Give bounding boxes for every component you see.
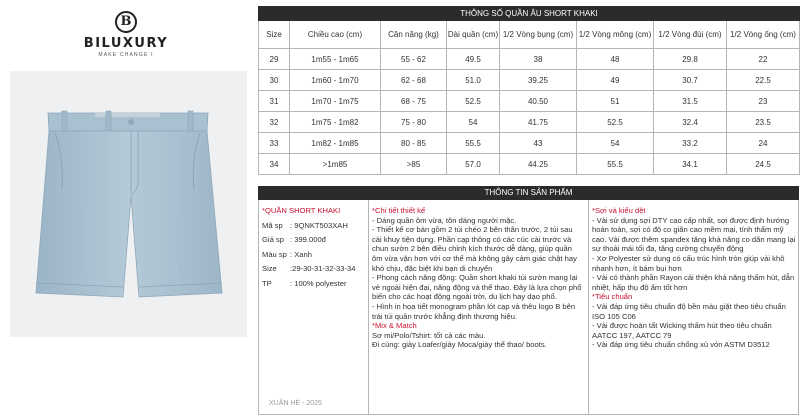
header-cell: Chiều cao (cm) xyxy=(290,21,381,49)
table-cell: 32.4 xyxy=(654,112,727,133)
product-info-title: THÔNG TIN SẢN PHẨM xyxy=(258,186,799,200)
mix-item: Đi cùng: giày Loafer/giày Moca/giày thể thao/ boots. xyxy=(372,340,547,350)
table-cell: 31.5 xyxy=(654,91,727,112)
table-row xyxy=(259,70,800,91)
table-cell: 51 xyxy=(577,91,654,112)
spec-row xyxy=(262,264,364,274)
table-cell: 34 xyxy=(259,154,290,175)
fabric-item: - Vải sử dụng sợi DTY cao cấp nhất, sợi được định hướng hoàn toàn, sợi có độ co giãn cao mềm mại, tính thẩm mỹ cao. Vải được thêm spandex tăng khả năng co dãn mang lại sự thoải mái tối đa, tăng cường chuyển động xyxy=(592,215,796,254)
spec-key: Size xyxy=(262,264,277,274)
size-table xyxy=(258,6,800,175)
table-cell: 1m70 - 1m75 xyxy=(290,91,381,112)
detail-item: - Hình in họa tiết monogram phần lót cạp và thêu logo B bên trái túi quần trước khẳng định thương hiệu. xyxy=(372,301,576,321)
table-cell: 52.5 xyxy=(577,112,654,133)
table-cell: 68 - 75 xyxy=(381,91,447,112)
details-title: *Chi tiết thiết kế xyxy=(372,206,426,215)
detail-item: - Thiết kế cơ bản gồm 2 túi chéo 2 bên thân trước, 2 túi sau cài khuy tiện dụng. Phần cạp thông có các cúc cài trước và chun sườn 2 bên điều chỉnh kích thước dễ dàng, giúp quần ôm vừa vặn hơn với cơ thể mà không gây cảm giác chật hay khó chịu, đặc biệt khi bạn di chuyển xyxy=(372,225,577,273)
table-cell: 22.5 xyxy=(727,70,800,91)
header-cell: 1/2 Vòng ống (cm) xyxy=(727,21,800,49)
spec-value: : 399.000đ xyxy=(290,235,326,245)
table-row xyxy=(259,112,800,133)
standard-item: - Vải được hoàn tất Wicking thấm hút theo tiêu chuẩn AATCC 197, AATCC 79 xyxy=(592,321,772,340)
table-cell: 43 xyxy=(500,133,577,154)
table-cell: 34.1 xyxy=(654,154,727,175)
table-cell: 29.8 xyxy=(654,49,727,70)
table-cell: 1m60 - 1m70 xyxy=(290,70,381,91)
brand-logo-mark: B xyxy=(115,11,137,33)
table-cell: 1m75 - 1m82 xyxy=(290,112,381,133)
season-label: XUÂN HÈ - 2025 xyxy=(269,400,322,408)
table-cell: 23.5 xyxy=(727,112,800,133)
table-cell: 49.5 xyxy=(447,49,500,70)
mix-title: *Mix & Match xyxy=(372,321,417,331)
table-cell: 80 - 85 xyxy=(381,133,447,154)
table-cell: 23 xyxy=(727,91,800,112)
table-cell: 75 - 80 xyxy=(381,112,447,133)
brand-slogan: MAKE CHANGE I xyxy=(98,52,154,58)
table-cell: 57.0 xyxy=(447,154,500,175)
table-cell: 51.0 xyxy=(447,70,500,91)
product-name: *QUẦN SHORT KHAKI xyxy=(262,206,341,215)
fabric-standards-column xyxy=(589,200,800,415)
fabric-item: - Xơ Polyester sử dụng có cấu trúc hình tròn giúp vải khô nhanh hơn, ít bám bụi hơn xyxy=(592,253,785,273)
table-cell: 22 xyxy=(727,49,800,70)
table-cell: 41.75 xyxy=(500,112,577,133)
table-cell: 1m55 - 1m65 xyxy=(290,49,381,70)
mix-item: Sơ mi/Polo/Tshirt: tốt cả các màu. xyxy=(372,330,486,340)
header-cell: 1/2 Vòng mông (cm) xyxy=(577,21,654,49)
spec-key: Màu sp xyxy=(262,249,287,259)
standards-title: *Tiêu chuẩn xyxy=(592,292,633,302)
table-cell: 55 - 62 xyxy=(381,49,447,70)
table-cell: 32 xyxy=(259,112,290,133)
table-cell: 40.50 xyxy=(500,91,577,112)
khaki-shorts-image xyxy=(10,71,247,337)
header-cell: Dài quần (cm) xyxy=(447,21,500,49)
spec-value: : 9QNKT503XAH xyxy=(290,220,348,230)
table-cell: >85 xyxy=(381,154,447,175)
table-cell: 55.5 xyxy=(577,154,654,175)
design-details-column xyxy=(369,200,589,415)
spec-value: : 100% polyester xyxy=(290,278,347,288)
size-table-header xyxy=(259,21,800,49)
spec-value: : Xanh xyxy=(290,249,312,259)
table-cell: 54 xyxy=(447,112,500,133)
table-cell: 30.7 xyxy=(654,70,727,91)
table-cell: 52.5 xyxy=(447,91,500,112)
header-cell: Cân nặng (kg) xyxy=(381,21,447,49)
spec-key: Mã sp xyxy=(262,220,283,230)
spec-value: :29-30-31-32-33-34 xyxy=(290,264,356,274)
table-cell: 29 xyxy=(259,49,290,70)
fabric-title: *Sợi và kiểu dệt xyxy=(592,206,646,215)
table-cell: 1m82 - 1m85 xyxy=(290,133,381,154)
detail-item: - Phong cách năng động: Quần short khaki túi sườn mang lại vẻ ngoài hiện đại, năng động và thể thao. Đây là lựa chọn phổ biến cho các hoạt động ngoài trời, du lịch hay dạo phố. xyxy=(372,273,582,302)
table-cell: 44.25 xyxy=(500,154,577,175)
table-cell: 55.5 xyxy=(447,133,500,154)
table-cell: 49 xyxy=(577,70,654,91)
table-row xyxy=(259,91,800,112)
spec-row xyxy=(262,235,364,245)
table-cell: 33 xyxy=(259,133,290,154)
standard-item: - Vải đáp ứng tiêu chuẩn độ bền màu giặt theo tiêu chuẩn ISO 105 C06 xyxy=(592,301,786,321)
product-specs-column xyxy=(259,200,369,415)
size-chart xyxy=(258,6,799,175)
spec-row xyxy=(262,250,364,260)
table-cell: 48 xyxy=(577,49,654,70)
header-cell: 1/2 Vòng bụng (cm) xyxy=(500,21,577,49)
spec-row xyxy=(262,221,364,231)
brand-name: BILUXURY xyxy=(83,36,169,51)
header-cell: 1/2 Vòng đùi (cm) xyxy=(654,21,727,49)
product-info-section xyxy=(258,186,799,415)
detail-item: - Dáng quần ôm vừa, tôn dáng người mặc. xyxy=(372,215,517,225)
table-cell: 38 xyxy=(500,49,577,70)
table-cell: 30 xyxy=(259,70,290,91)
table-cell: 31 xyxy=(259,91,290,112)
table-cell: 24.5 xyxy=(727,154,800,175)
table-row xyxy=(259,49,800,70)
spec-key: TP xyxy=(262,278,272,288)
spec-key: Giá sp xyxy=(262,235,284,245)
standard-item: - Vải đáp ứng tiêu chuẩn chống xù vón ASTM D3512 xyxy=(592,340,770,350)
size-table-title: THÔNG SỐ QUẦN ÂU SHORT KHAKI xyxy=(259,7,800,21)
product-photo xyxy=(10,71,247,337)
spec-row xyxy=(262,279,364,289)
table-row xyxy=(259,154,800,175)
table-cell: 39.25 xyxy=(500,70,577,91)
table-cell: 24 xyxy=(727,133,800,154)
table-cell: 33.2 xyxy=(654,133,727,154)
table-cell: >1m85 xyxy=(290,154,381,175)
table-row xyxy=(259,133,800,154)
header-cell: Size xyxy=(259,21,290,49)
brand-logo xyxy=(76,11,176,58)
product-info-body xyxy=(258,200,799,415)
product-panel xyxy=(0,0,252,417)
fabric-item: - Vải có thành phần Rayon cải thiện khả năng thấm hút, dẫn nhiệt, hấp thụ độ ẩm tốt hơn xyxy=(592,273,795,292)
table-cell: 54 xyxy=(577,133,654,154)
table-cell: 62 - 68 xyxy=(381,70,447,91)
